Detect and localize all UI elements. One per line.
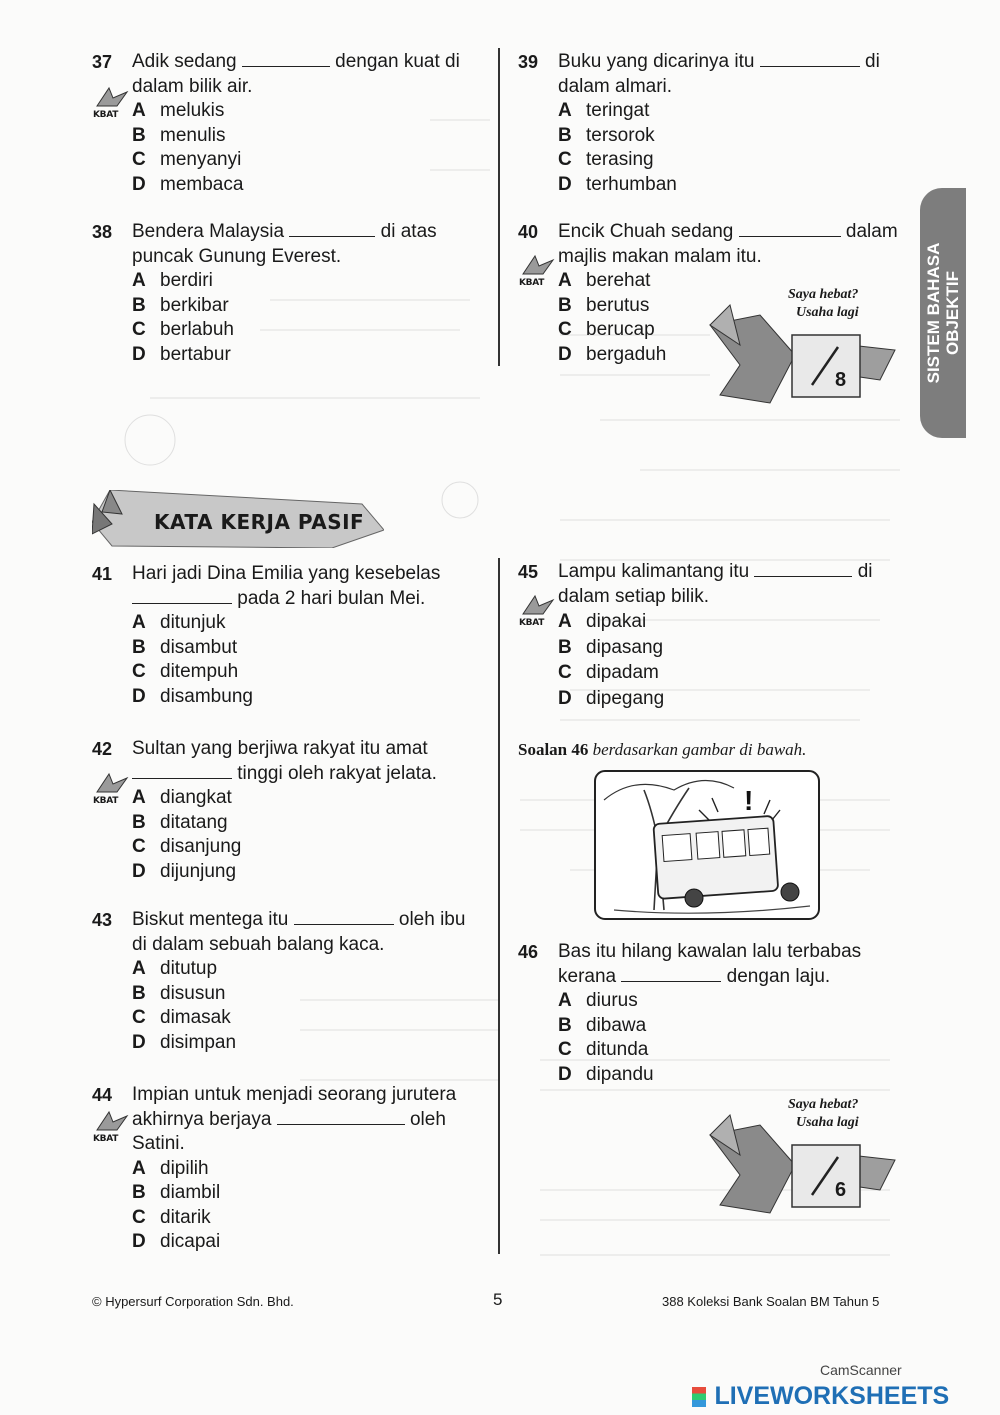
svg-text:!: !: [744, 785, 754, 816]
question-39: [518, 50, 904, 197]
question-stem: Hari jadi Dina Emilia yang kesebelas: [132, 563, 441, 584]
option-b[interactable]: B dipasang: [558, 636, 664, 658]
question-number: 46: [518, 942, 539, 962]
liveworksheets-text: LIVEWORKSHEETS: [714, 1382, 950, 1410]
option-d[interactable]: D dipegang: [558, 687, 665, 709]
question-stem-line2: dalam almari.: [558, 75, 673, 97]
answer-blank[interactable]: [754, 560, 852, 577]
question-41: [92, 562, 484, 709]
question-number: 37: [92, 52, 113, 72]
origami-bird-icon: [93, 770, 129, 798]
option-c[interactable]: C ditarik: [132, 1206, 211, 1228]
kbat-badge: KBAT: [519, 592, 555, 628]
question-stem: Bendera Malaysia di atas: [132, 221, 437, 242]
question-37: [92, 50, 484, 197]
option-d[interactable]: D terhumban: [558, 173, 677, 195]
option-b[interactable]: B tersorok: [558, 124, 655, 146]
side-tab-label: SISTEM BAHASA OBJEKTIF: [924, 242, 962, 384]
option-a[interactable]: A teringat: [558, 100, 650, 121]
question-stem-line2: pada 2 hari bulan Mei.: [132, 587, 484, 612]
answer-blank[interactable]: [132, 587, 232, 604]
score-prompt: Saya hebat?: [788, 1097, 859, 1112]
question-45: [518, 560, 904, 711]
liveworksheets-icon: [692, 1387, 706, 1407]
option-d[interactable]: D bertabur: [132, 343, 231, 365]
option-b[interactable]: B diambil: [132, 1182, 221, 1203]
option-a[interactable]: A diangkat: [132, 787, 232, 808]
origami-bird-icon: [93, 84, 129, 112]
option-c[interactable]: C ditempuh: [132, 661, 239, 682]
option-c[interactable]: C dipadam: [558, 662, 659, 683]
option-d[interactable]: D bergaduh: [558, 343, 667, 365]
kbat-badge: KBAT: [519, 252, 555, 288]
bus-illustration: [594, 770, 820, 920]
option-a[interactable]: A diurus: [558, 990, 638, 1011]
origami-bird-icon: [519, 252, 555, 280]
question-42: [92, 737, 484, 884]
footer-book-title: 388 Koleksi Bank Soalan BM Tahun 5: [662, 1294, 880, 1309]
option-a[interactable]: A dipilih: [132, 1157, 209, 1179]
question-stem-line3: Satini.: [132, 1133, 185, 1154]
question-stem-line2: puncak Gunung Everest.: [132, 245, 342, 267]
column-divider-top: [498, 48, 500, 366]
answer-blank[interactable]: [289, 220, 375, 237]
option-a[interactable]: A berehat: [558, 270, 651, 291]
option-a[interactable]: A berdiri: [132, 270, 213, 291]
option-c[interactable]: C dimasak: [132, 1007, 231, 1028]
question-stem-line2: dalam bilik air.: [132, 75, 253, 97]
option-c[interactable]: C berucap: [558, 319, 655, 340]
option-b[interactable]: B menulis: [132, 124, 226, 146]
question-stem: Impian untuk menjadi seorang jurutera: [132, 1084, 457, 1105]
option-a[interactable]: A ditutup: [132, 958, 218, 979]
question-stem-line2: dalam setiap bilik.: [558, 585, 710, 607]
question-number: 43: [92, 910, 113, 930]
question-stem: Bas itu hilang kawalan lalu terbabas: [558, 941, 862, 962]
answer-blank[interactable]: [277, 1108, 405, 1125]
question-stem: Lampu kalimantang itu di: [558, 561, 873, 582]
camscanner-watermark: CamScanner: [820, 1362, 902, 1378]
option-a[interactable]: A ditunjuk: [132, 612, 226, 633]
kbat-badge: KBAT: [93, 1108, 129, 1144]
score-encouragement: Usaha lagi: [796, 305, 859, 320]
answer-blank[interactable]: [621, 965, 721, 982]
question-stem-line2: akhirnya berjaya oleh: [132, 1108, 446, 1130]
option-b[interactable]: B berutus: [558, 294, 650, 316]
score-prompt: Saya hebat?: [788, 287, 859, 302]
question-stem-line2: majlis makan malam itu.: [558, 245, 762, 267]
question-number: 45: [518, 562, 539, 582]
bus-crash-picture: [594, 770, 820, 920]
section-banner: [92, 490, 384, 548]
option-c[interactable]: C disanjung: [132, 836, 242, 857]
option-b[interactable]: B disambut: [132, 636, 238, 658]
question-number: 42: [92, 739, 113, 759]
question-stem-line2: di dalam sebuah balang kaca.: [132, 933, 385, 955]
option-d[interactable]: D dipandu: [558, 1063, 654, 1085]
score-encouragement: Usaha lagi: [796, 1115, 859, 1130]
question-46: [518, 940, 904, 1087]
option-d[interactable]: D dijunjung: [132, 860, 237, 882]
question-stem: Sultan yang berjiwa rakyat itu amat: [132, 738, 428, 759]
option-a[interactable]: A dipakai: [558, 611, 647, 632]
option-b[interactable]: B disusun: [132, 982, 226, 1004]
column-divider-bottom: [498, 558, 500, 1254]
question-stem-line2: tinggi oleh rakyat jelata.: [132, 762, 484, 787]
origami-bird-icon: [519, 592, 555, 620]
option-c[interactable]: C menyanyi: [132, 149, 242, 170]
section-title: KATA KERJA PASIF: [154, 510, 365, 534]
picture-caption: Soalan 46 berdasarkan gambar di bawah.: [518, 740, 807, 759]
section-side-tab: [920, 188, 966, 438]
answer-blank[interactable]: [760, 50, 860, 67]
question-number: 41: [92, 564, 113, 584]
option-d[interactable]: D dicapai: [132, 1231, 221, 1252]
answer-blank[interactable]: [132, 762, 232, 779]
question-stem: Buku yang dicarinya itu di: [558, 51, 880, 72]
answer-blank[interactable]: [242, 50, 330, 67]
question-number: 38: [92, 222, 113, 242]
score-total: 6: [835, 1179, 847, 1201]
question-number: 44: [92, 1085, 113, 1105]
question-44: [92, 1083, 484, 1255]
option-b[interactable]: B dibawa: [558, 1014, 647, 1036]
option-b[interactable]: B berkibar: [132, 294, 229, 316]
question-43: [92, 908, 484, 1055]
option-b[interactable]: B ditatang: [132, 811, 228, 833]
score-card: [700, 1095, 900, 1225]
option-d[interactable]: D disimpan: [132, 1031, 237, 1053]
answer-blank[interactable]: [294, 908, 394, 925]
question-stem: Adik sedang dengan kuat di: [132, 51, 460, 72]
score-total: 8: [835, 369, 847, 391]
question-number: 40: [518, 222, 539, 242]
kbat-badge: KBAT: [93, 770, 129, 806]
kbat-badge: KBAT: [93, 84, 129, 120]
liveworksheets-logo: [692, 1382, 992, 1412]
question-stem-line2: kerana dengan laju.: [558, 965, 831, 987]
option-d[interactable]: D disambung: [132, 685, 253, 707]
option-d[interactable]: D membaca: [132, 173, 244, 195]
footer-copyright: © Hypersurf Corporation Sdn. Bhd.: [92, 1294, 294, 1309]
option-a[interactable]: A melukis: [132, 100, 225, 121]
question-number: 39: [518, 52, 539, 72]
question-stem: Biskut mentega itu oleh ibu: [132, 909, 466, 930]
answer-blank[interactable]: [739, 220, 841, 237]
score-card: [700, 285, 900, 415]
option-c[interactable]: C ditunda: [558, 1039, 649, 1060]
origami-bird-icon: [93, 1108, 129, 1136]
option-c[interactable]: C terasing: [558, 149, 654, 170]
option-c[interactable]: C berlabuh: [132, 319, 234, 340]
question-38: [92, 220, 484, 367]
page-number: 5: [493, 1290, 503, 1309]
question-stem: Encik Chuah sedang dalam: [558, 221, 898, 242]
